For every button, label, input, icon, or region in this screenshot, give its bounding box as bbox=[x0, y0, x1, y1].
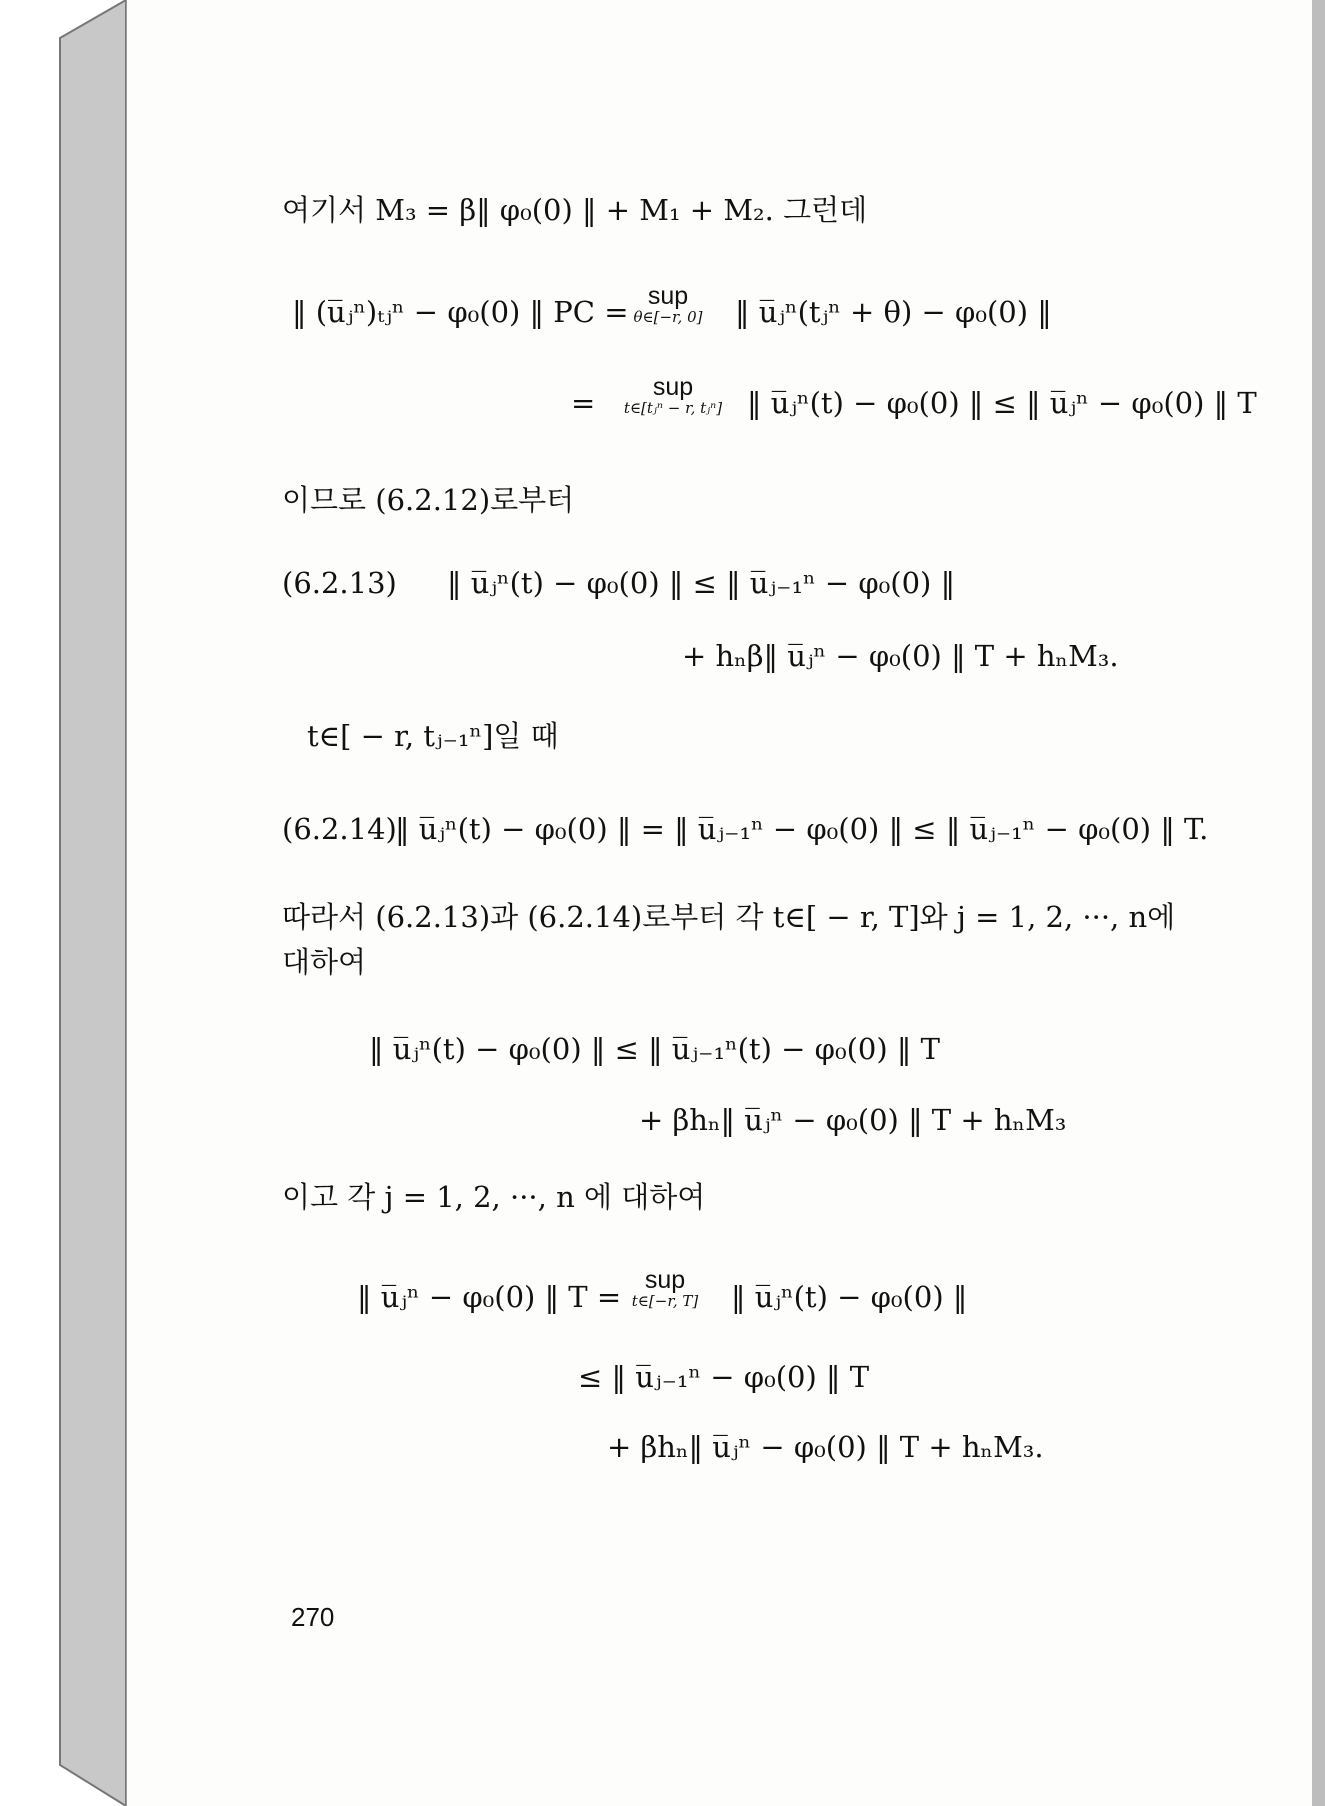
equation-16c: + βhₙ‖ u̅ⱼⁿ − φ₀(0) ‖ T + hₙM₃. bbox=[607, 1430, 1044, 1464]
equation-15-line1: ‖ u̅ⱼⁿ(t) − φ₀(0) ‖ ≤ ‖ u̅ⱼ₋₁ⁿ(t) − φ₀(0) ‖ T bbox=[369, 1032, 940, 1066]
paragraph-therefore: 이므로 (6.2.12)로부터 bbox=[282, 483, 575, 517]
sup-label: sup bbox=[647, 282, 689, 310]
paragraph-hence-cont: 대하여 bbox=[282, 945, 367, 979]
equation-number-6-2-14: (6.2.14) bbox=[282, 812, 397, 846]
equation-1b-equals: = bbox=[571, 386, 596, 420]
sup-range: t∈[−r, T] bbox=[631, 1292, 699, 1310]
equation-16b: ≤ ‖ u̅ⱼ₋₁ⁿ − φ₀(0) ‖ T bbox=[578, 1360, 870, 1394]
equation-6-2-13-line1: ‖ u̅ⱼⁿ(t) − φ₀(0) ‖ ≤ ‖ u̅ⱼ₋₁ⁿ − φ₀(0) ‖ bbox=[447, 566, 956, 600]
page-number: 270 bbox=[291, 1602, 335, 1632]
equation-1a-left: ‖ (u̅ⱼⁿ)ₜⱼⁿ − φ₀(0) ‖ PC = bbox=[292, 295, 629, 329]
equation-1a-right: ‖ u̅ⱼⁿ(tⱼⁿ + θ) − φ₀(0) ‖ bbox=[735, 295, 1052, 329]
equation-1b-right: ‖ u̅ⱼⁿ(t) − φ₀(0) ‖ ≤ ‖ u̅ⱼⁿ − φ₀(0) ‖ T bbox=[747, 386, 1257, 420]
sup-label: sup bbox=[644, 1266, 686, 1294]
sup-operator-1a bbox=[613, 283, 723, 326]
sup-operator-16a bbox=[610, 1267, 720, 1310]
equation-number-6-2-13: (6.2.13) bbox=[282, 566, 397, 600]
paragraph-hence: 따라서 (6.2.13)과 (6.2.14)로부터 각 t∈[ − r, T]와 j = 1, 2, ···, n에 bbox=[282, 900, 1176, 934]
paragraph-condition: t∈[ − r, tⱼ₋₁ⁿ]일 때 bbox=[307, 719, 559, 753]
equation-6-2-13-line2: + hₙβ‖ u̅ⱼⁿ − φ₀(0) ‖ T + hₙM₃. bbox=[682, 639, 1119, 673]
sup-label: sup bbox=[652, 373, 694, 401]
paragraph-intro: 여기서 M₃ = β‖ φ₀(0) ‖ + M₁ + M₂. 그런데 bbox=[282, 193, 868, 227]
equation-16a-right: ‖ u̅ⱼⁿ(t) − φ₀(0) ‖ bbox=[731, 1280, 968, 1314]
paragraph-and-for-each: 이고 각 j = 1, 2, ···, n 에 대하여 bbox=[282, 1180, 706, 1214]
book-page bbox=[126, 0, 1312, 1806]
equation-15-line2: + βhₙ‖ u̅ⱼⁿ − φ₀(0) ‖ T + hₙM₃ bbox=[639, 1103, 1067, 1137]
equation-6-2-14: ‖ u̅ⱼⁿ(t) − φ₀(0) ‖ = ‖ u̅ⱼ₋₁ⁿ − φ₀(0) ‖ ≤ ‖ u̅ⱼ₋₁ⁿ − φ₀(0) ‖ T. bbox=[395, 812, 1209, 846]
sup-operator-1b bbox=[611, 374, 735, 417]
equation-16a-left: ‖ u̅ⱼⁿ − φ₀(0) ‖ T = bbox=[357, 1280, 622, 1314]
sup-range: θ∈[−r, 0] bbox=[633, 308, 703, 326]
sup-range: t∈[tⱼⁿ − r, tⱼⁿ] bbox=[623, 399, 723, 417]
